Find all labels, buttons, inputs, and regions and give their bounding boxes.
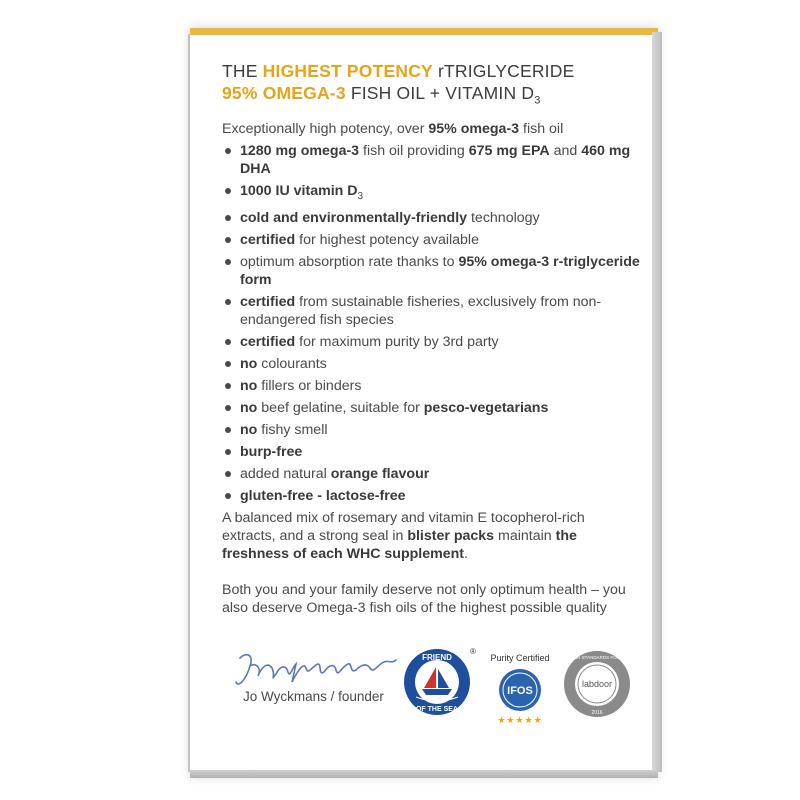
- founder-caption: Jo Wyckmans / founder: [243, 689, 384, 704]
- feature-item: no beef gelatine, suitable for pesco-vegetarians: [222, 399, 642, 417]
- box-text-content: [222, 60, 642, 617]
- feature-item: burp-free: [222, 443, 642, 461]
- feature-item: added natural orange flavour: [222, 465, 642, 483]
- svg-text:MEETS OUR STANDARDS FOR QUALIT: MEETS OUR STANDARDS FOR QUALITY: [553, 655, 641, 660]
- feature-item: no fillers or binders: [222, 377, 642, 395]
- friend-of-the-sea-logo: [402, 647, 472, 717]
- feature-item: no colourants: [222, 355, 642, 373]
- svg-text:FRIEND: FRIEND: [422, 653, 452, 662]
- feature-item: no fishy smell: [222, 421, 642, 439]
- certification-badges: [402, 647, 652, 725]
- feature-item: optimum absorption rate thanks to 95% omega-3 r-triglyceride form: [222, 253, 642, 289]
- title-line-2: 95% OMEGA-3 FISH OIL + VITAMIN $D_3$: [222, 83, 541, 107]
- svg-text:OF THE SEA: OF THE SEA: [415, 706, 459, 713]
- ifos-stars: ★★★★★: [497, 715, 543, 725]
- feature-item: certified for highest potency available: [222, 231, 642, 249]
- freshness-paragraph: A balanced mix of rosemary and vitamin E tocopherol-rich extracts, and a strong seal in blister packs maintain the freshness of each WHC supplement.: [222, 510, 585, 563]
- labdoor-seal: [553, 649, 641, 719]
- registered-mark: ®: [470, 647, 476, 656]
- family-paragraph: Both you and your family deserve not only optimum health – you also deserve Omega-3 fish oils of the highest possible quality: [222, 582, 626, 617]
- intro-text: Exceptionally high potency, over 95% omega-3 fish oil: [222, 120, 564, 137]
- svg-text:labdoor: labdoor: [581, 679, 613, 689]
- purity-certified-label: Purity Certified: [490, 653, 550, 663]
- title-line-1: THE HIGHEST POTENCY rTRIGLYCERIDE: [222, 61, 575, 81]
- ifos-logo: [497, 667, 543, 713]
- title-highlight-potency: HIGHEST POTENCY: [262, 61, 433, 81]
- box-bottom-edge: [190, 770, 658, 778]
- feature-item: certified for maximum purity by 3rd party: [222, 333, 642, 351]
- svg-text:2016: 2016: [591, 710, 603, 716]
- feature-list: [222, 142, 642, 506]
- svg-text:IFOS: IFOS: [507, 685, 533, 697]
- feature-item: 1280 mg omega-3 fish oil providing 675 mg EPA and 460 mg DHA: [222, 142, 642, 178]
- feature-item: gluten-free - lactose-free: [222, 487, 642, 505]
- product-title: [222, 60, 642, 112]
- feature-item: cold and environmentally-friendly technology: [222, 209, 642, 227]
- title-highlight-omega: 95% OMEGA-3: [222, 83, 346, 103]
- feature-item: 1000 IU vitamin $D_3$: [222, 182, 642, 206]
- signature-drawing: [232, 648, 402, 694]
- feature-item: certified from sustainable fisheries, exclusively from non-endangered fish species: [222, 293, 642, 329]
- box-right-edge: [652, 32, 662, 772]
